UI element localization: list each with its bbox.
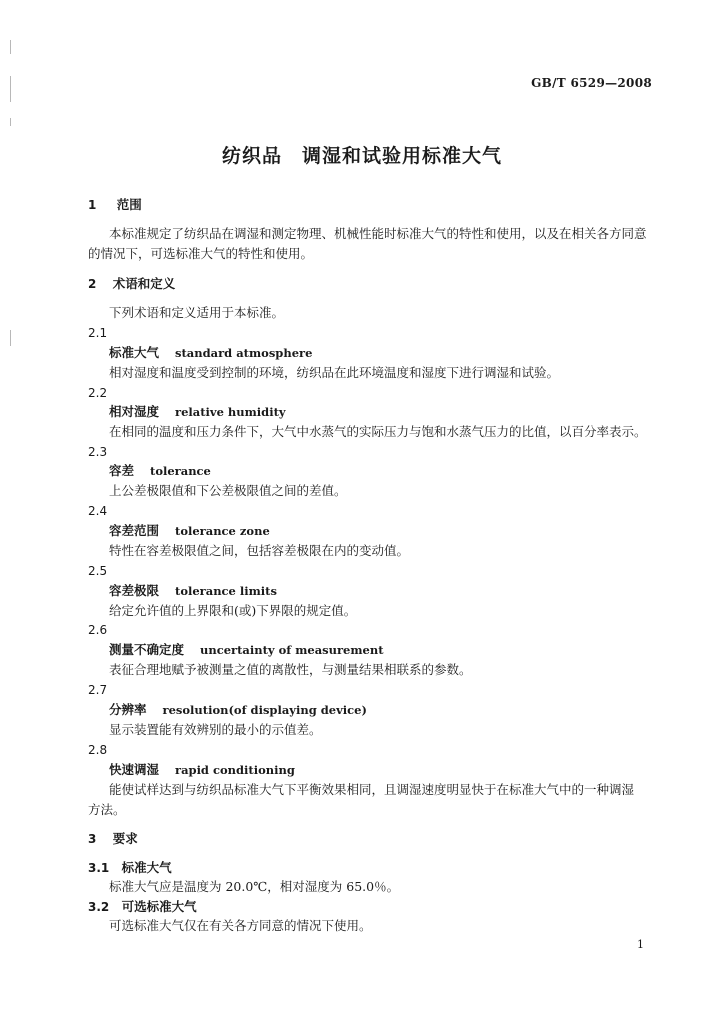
- term-definition: 能使试样达到与纺织品标准大气下平衡效果相同，且调湿速度明显快于在标准大气中的一种调湿: [109, 782, 635, 797]
- term-cn: 容差范围: [109, 523, 160, 538]
- term-en: tolerance zone: [175, 524, 270, 538]
- subsection-3-1-heading: [88, 860, 172, 876]
- term-en: rapid conditioning: [175, 763, 295, 777]
- term-definition: 显示装置能有效辨别的最小的示值差。: [109, 722, 322, 737]
- term-definition: 相对湿度和温度受到控制的环境，纺织品在此环境温度和湿度下进行调湿和试验。: [109, 365, 560, 380]
- subsection-title: 可选标准大气: [121, 899, 197, 914]
- clause-number: 2.1: [88, 326, 108, 340]
- section-1-heading: [88, 197, 142, 213]
- section-2-intro: 下列术语和定义适用于本标准。: [109, 305, 285, 320]
- term-entry: [109, 523, 270, 539]
- term-en: resolution(of displaying device): [162, 703, 367, 717]
- clause-number: 2.4: [88, 504, 108, 518]
- scan-edge-mark: [10, 118, 11, 126]
- term-en: uncertainty of measurement: [200, 643, 384, 657]
- clause-number: 2.5: [88, 564, 108, 578]
- term-en: standard atmosphere: [175, 346, 313, 360]
- clause-number: 2.6: [88, 623, 108, 637]
- term-en: tolerance: [150, 464, 211, 478]
- term-cn: 相对湿度: [109, 404, 160, 419]
- standard-number: GB/T 6529—2008: [531, 76, 652, 90]
- section-1-body-cont: 的情况下，可选标准大气的特性和使用。: [88, 246, 314, 261]
- term-cn: 容差: [109, 463, 135, 478]
- term-entry: [109, 463, 211, 479]
- clause-number: 3.1: [88, 861, 110, 875]
- term-entry: [109, 702, 367, 718]
- clause-number: 2.2: [88, 386, 108, 400]
- clause-number: 2.7: [88, 683, 108, 697]
- document-title: 纺织品 调湿和试验用标准大气: [221, 145, 502, 167]
- term-entry: [109, 404, 286, 420]
- term-entry: [109, 762, 295, 778]
- term-entry: [109, 345, 312, 361]
- term-definition-cont: 方法。: [88, 802, 126, 817]
- term-cn: 测量不确定度: [109, 642, 185, 657]
- subsection-3-2-body: 可选标准大气仅在有关各方同意的情况下使用。: [109, 918, 372, 933]
- subsection-title: 标准大气: [121, 860, 172, 875]
- subsection-3-1-body: 标准大气应是温度为 20.0℃，相对湿度为 65.0％。: [109, 879, 400, 894]
- term-entry: [109, 642, 384, 658]
- section-2-heading: [88, 276, 175, 292]
- term-cn: 快速调湿: [109, 762, 160, 777]
- term-definition: 给定允许值的上界限和(或)下界限的规定值。: [109, 603, 357, 618]
- section-3-heading: [88, 831, 138, 847]
- scan-edge-mark: [10, 76, 11, 102]
- scan-edge-mark: [10, 330, 11, 346]
- term-cn: 标准大气: [109, 345, 160, 360]
- page-number: 1: [637, 938, 644, 951]
- clause-number: 2.3: [88, 445, 108, 459]
- section-1-body: 本标准规定了纺织品在调湿和测定物理、机械性能时标准大气的特性和使用，以及在相关各方同意: [109, 226, 647, 241]
- term-cn: 容差极限: [109, 583, 160, 598]
- term-definition: 特性在容差极限值之间，包括容差极限在内的变动值。: [109, 543, 410, 558]
- clause-number: 2.8: [88, 743, 108, 757]
- section-number: 2: [88, 277, 97, 291]
- subsection-3-2-heading: [88, 899, 197, 915]
- section-number: 3: [88, 832, 97, 846]
- term-cn: 分辨率: [109, 702, 147, 717]
- section-number: 1: [88, 198, 97, 212]
- scan-edge-mark: [10, 40, 11, 54]
- term-entry: [109, 583, 277, 599]
- term-definition: 在相同的温度和压力条件下，大气中水蒸气的实际压力与饱和水蒸气压力的比值，以百分率表示。: [109, 424, 647, 439]
- term-definition: 上公差极限值和下公差极限值之间的差值。: [109, 483, 347, 498]
- section-title: 范围: [116, 197, 142, 212]
- term-definition: 表征合理地赋予被测量之值的离散性，与测量结果相联系的参数。: [109, 662, 472, 677]
- clause-number: 3.2: [88, 900, 110, 914]
- section-title: 术语和定义: [112, 276, 176, 291]
- term-en: tolerance limits: [175, 584, 277, 598]
- term-en: relative humidity: [175, 405, 286, 419]
- section-title: 要求: [112, 831, 138, 846]
